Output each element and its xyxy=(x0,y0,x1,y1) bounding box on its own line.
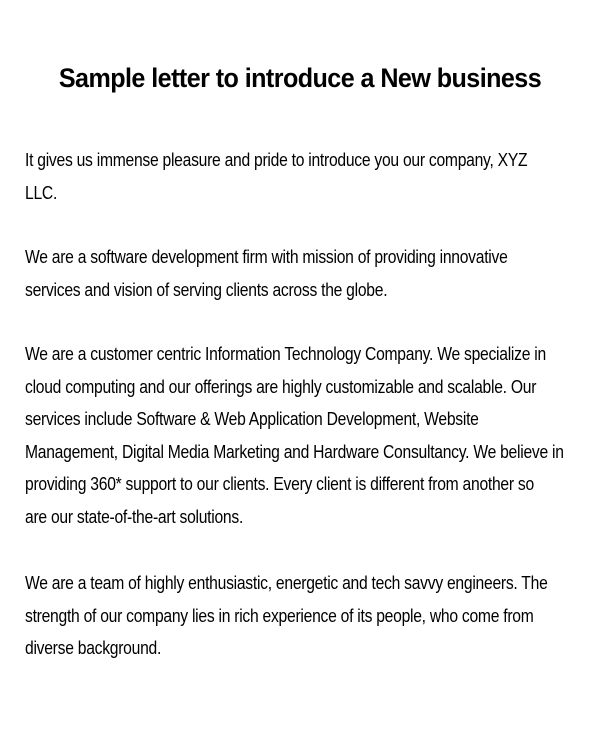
paragraph-line: LLC. xyxy=(25,182,58,203)
paragraph-line: We are a software development firm with mission of providing innovative xyxy=(25,247,508,267)
paragraph-line: We are a customer centric Information Technology Company. We specialize in xyxy=(25,344,546,364)
paragraph-team xyxy=(25,567,547,665)
paragraph-line: diverse background. xyxy=(25,638,162,659)
paragraph-line: services include Software & Web Application Development, Website xyxy=(25,409,479,430)
paragraph-line: services and vision of serving clients across the globe. xyxy=(25,279,388,300)
paragraph-mission xyxy=(25,241,547,306)
paragraph-services xyxy=(25,338,564,534)
paragraph-line: It gives us immense pleasure and pride to introduce you our company, XYZ xyxy=(25,150,528,170)
paragraph-line: We are a team of highly enthusiastic, energetic and tech savvy engineers. The xyxy=(25,573,548,593)
paragraph-intro xyxy=(25,144,547,209)
document-title: Sample letter to introduce a New business xyxy=(58,63,542,93)
paragraph-line: cloud computing and our offerings are highly customizable and scalable. Our xyxy=(25,376,537,397)
paragraph-line: Management, Digital Media Marketing and Hardware Consultancy. We believe in xyxy=(25,441,564,462)
paragraph-line: strength of our company lies in rich experience of its people, who come from xyxy=(25,605,534,626)
paragraph-line: are our state-of-the-art solutions. xyxy=(25,506,244,527)
paragraph-line: providing 360* support to our clients. Every client is different from another so xyxy=(25,474,534,495)
